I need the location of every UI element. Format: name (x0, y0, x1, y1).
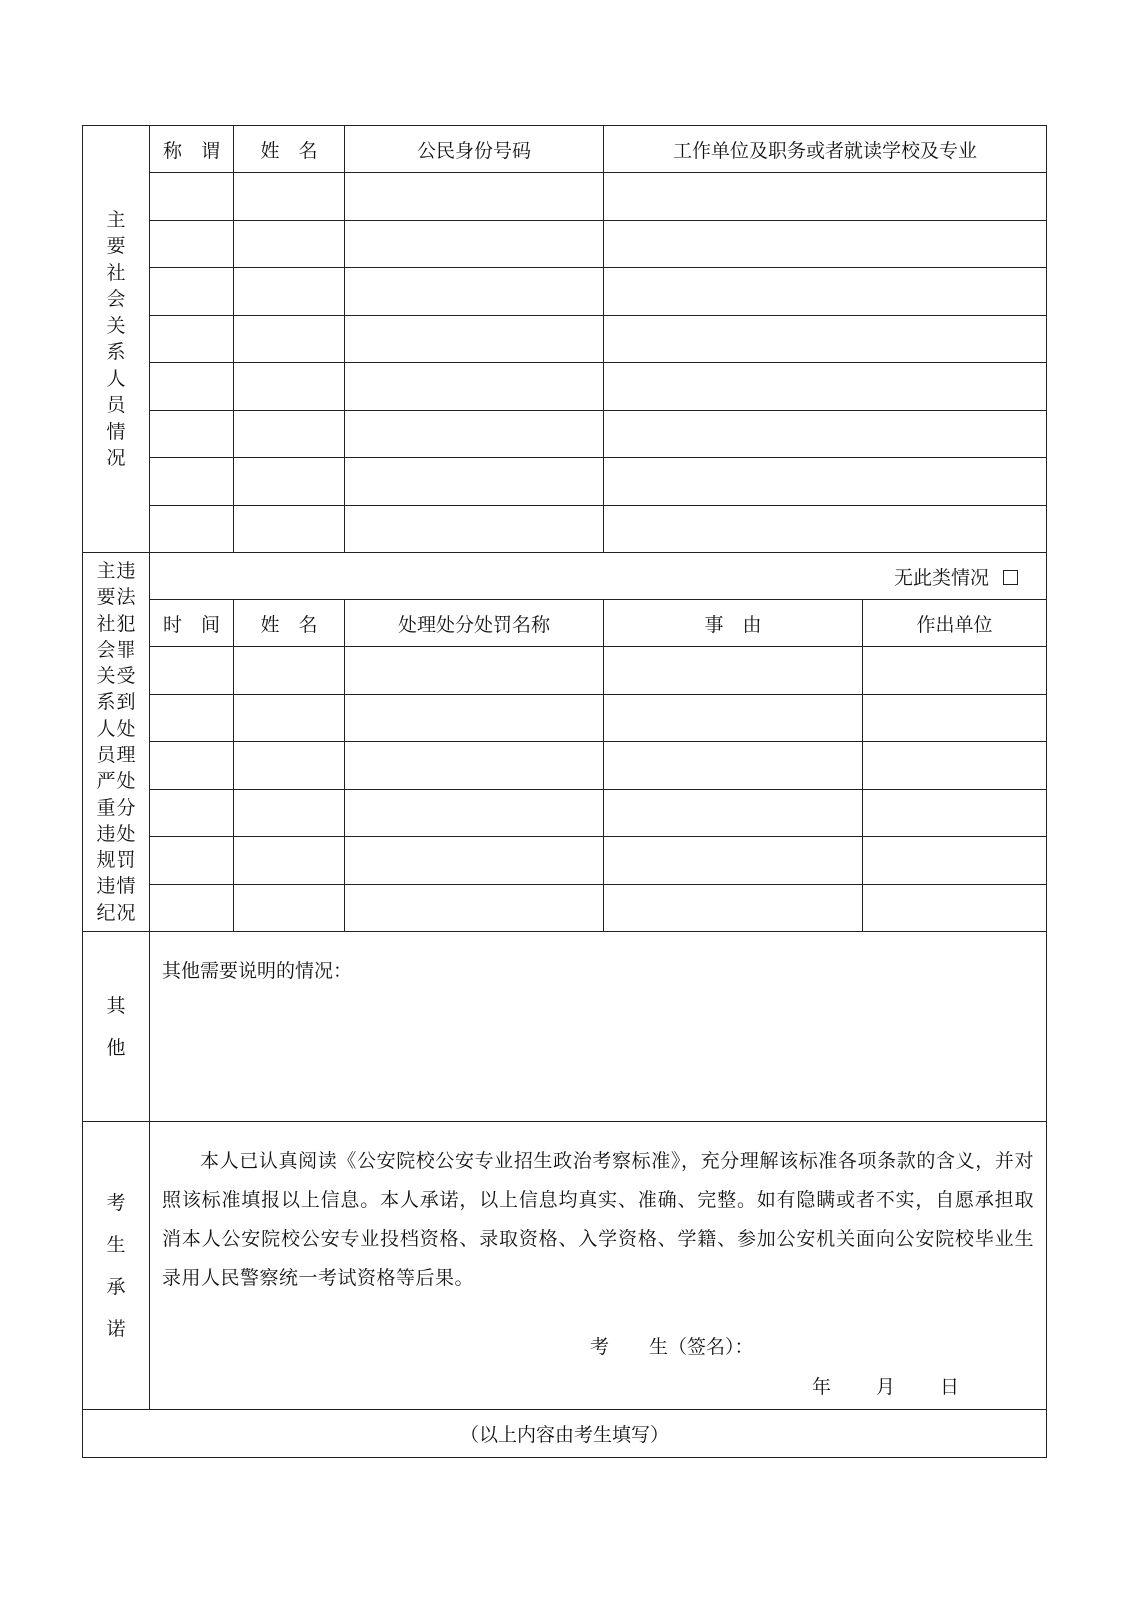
table-cell[interactable] (345, 458, 604, 506)
sign-label-b: 生（签名）： (649, 1336, 754, 1358)
header-time: 时 间 (150, 600, 234, 647)
other-prompt: 其他需要说明的情况： (162, 960, 353, 982)
table-cell[interactable] (150, 410, 234, 458)
table-cell[interactable] (150, 458, 234, 506)
table-cell[interactable] (604, 458, 1047, 506)
pledge-label-char: 承 (106, 1275, 126, 1298)
table-cell[interactable] (604, 505, 1047, 553)
header-issuing-unit: 作出单位 (863, 600, 1047, 647)
table-cell[interactable] (604, 363, 1047, 411)
header-name: 姓 名 (234, 600, 345, 647)
none-checkbox[interactable] (1003, 570, 1018, 585)
table-cell[interactable] (604, 884, 863, 932)
table-cell[interactable] (345, 789, 604, 837)
violations-label-char: 违 (96, 875, 116, 898)
header-work-unit: 工作单位及职务或者就读学校及专业 (604, 126, 1047, 173)
date-line[interactable] (812, 1372, 959, 1399)
table-cell[interactable] (150, 742, 234, 790)
table-cell[interactable] (604, 837, 863, 885)
header-penalty-name: 处理处分处罚名称 (345, 600, 604, 647)
social-label-char: 况 (106, 447, 126, 469)
table-cell[interactable] (234, 268, 345, 316)
sign-label-a: 考 (590, 1336, 610, 1358)
table-cell[interactable] (150, 647, 234, 695)
other-section-label (83, 932, 150, 1122)
other-label-char: 他 (106, 1036, 126, 1059)
table-cell[interactable] (345, 694, 604, 742)
political-review-form-table (82, 125, 1047, 1458)
pledge-row (83, 1122, 1047, 1410)
other-input-area[interactable] (150, 932, 1047, 1122)
violations-header-row (83, 600, 1047, 647)
violations-label-char: 罚 (116, 849, 136, 872)
pledge-label-char: 诺 (106, 1317, 126, 1340)
other-row (83, 932, 1047, 1122)
none-option[interactable] (150, 553, 1047, 600)
table-cell[interactable] (345, 410, 604, 458)
table-cell[interactable] (234, 742, 345, 790)
table-cell[interactable] (345, 173, 604, 221)
violations-label-char: 要 (96, 586, 116, 609)
table-cell[interactable] (345, 220, 604, 268)
violations-data-row (83, 694, 1047, 742)
table-cell[interactable] (604, 220, 1047, 268)
pledge-cell (150, 1122, 1047, 1410)
social-label-char: 主 (106, 208, 126, 231)
violations-label-char: 处 (116, 717, 136, 740)
table-cell[interactable] (150, 694, 234, 742)
table-cell[interactable] (150, 884, 234, 932)
table-cell[interactable] (150, 505, 234, 553)
table-cell[interactable] (345, 363, 604, 411)
table-cell[interactable] (604, 268, 1047, 316)
table-cell[interactable] (604, 789, 863, 837)
violations-label-char: 会 (96, 638, 116, 661)
violations-data-row (83, 837, 1047, 885)
table-cell[interactable] (234, 220, 345, 268)
table-cell[interactable] (604, 647, 863, 695)
social-label-char: 系 (106, 341, 126, 363)
header-reason: 事 由 (604, 600, 863, 647)
violations-data-row (83, 789, 1047, 837)
violations-label-char: 分 (116, 796, 136, 819)
table-cell[interactable] (345, 505, 604, 553)
table-cell[interactable] (234, 837, 345, 885)
violations-label-char: 系 (96, 691, 116, 714)
table-cell[interactable] (604, 410, 1047, 458)
table-cell[interactable] (345, 647, 604, 695)
violations-label-char: 违 (96, 822, 116, 845)
table-cell[interactable] (150, 315, 234, 363)
table-cell[interactable] (863, 884, 1047, 932)
header-title: 称 谓 (150, 126, 234, 173)
violations-label-char: 罪 (116, 638, 136, 661)
table-cell[interactable] (604, 742, 863, 790)
violations-label-char: 法 (116, 586, 136, 609)
violations-section-label (83, 553, 150, 932)
other-label-char: 其 (106, 994, 126, 1017)
table-cell[interactable] (345, 268, 604, 316)
violations-label-char: 违 (116, 559, 136, 582)
social-data-row (83, 410, 1047, 458)
social-data-row (83, 363, 1047, 411)
table-cell[interactable] (234, 315, 345, 363)
violations-none-row (83, 553, 1047, 600)
table-cell[interactable] (604, 173, 1047, 221)
table-cell[interactable] (150, 268, 234, 316)
table-cell[interactable] (863, 837, 1047, 885)
month-label: 月 (876, 1376, 896, 1398)
violations-label-char: 人 (96, 717, 116, 740)
social-data-row (83, 220, 1047, 268)
table-cell[interactable] (234, 458, 345, 506)
social-header-row (83, 126, 1047, 173)
social-data-row (83, 458, 1047, 506)
violations-data-row (83, 647, 1047, 695)
violations-label-char: 员 (96, 744, 116, 766)
violations-label-char: 社 (96, 612, 116, 635)
table-cell[interactable] (150, 173, 234, 221)
violations-label-char: 纪 (96, 901, 116, 924)
social-label-char: 人 (106, 367, 126, 390)
table-cell[interactable] (863, 694, 1047, 742)
violations-data-row (83, 742, 1047, 790)
table-cell[interactable] (234, 647, 345, 695)
social-label-char: 情 (106, 420, 126, 443)
violations-label-char: 规 (96, 849, 116, 872)
year-label: 年 (812, 1376, 832, 1398)
social-data-row (83, 505, 1047, 553)
table-cell[interactable] (604, 315, 1047, 363)
signature-line[interactable] (590, 1332, 754, 1359)
social-data-row (83, 268, 1047, 316)
table-cell[interactable] (234, 410, 345, 458)
table-cell[interactable] (345, 837, 604, 885)
header-id-number: 公民身份号码 (345, 126, 604, 173)
table-cell[interactable] (863, 742, 1047, 790)
table-cell[interactable] (150, 363, 234, 411)
table-cell[interactable] (234, 363, 345, 411)
violations-label-char: 处 (116, 770, 136, 793)
violations-label-char: 情 (116, 875, 136, 898)
violations-label-char: 况 (116, 901, 136, 924)
table-cell[interactable] (234, 173, 345, 221)
footer-note: （以上内容由考生填写） (83, 1410, 1047, 1458)
social-section-label (83, 126, 150, 553)
footer-row (83, 1410, 1047, 1458)
table-cell[interactable] (150, 837, 234, 885)
social-label-char: 社 (106, 261, 126, 284)
pledge-label-char: 生 (106, 1233, 126, 1256)
table-cell[interactable] (234, 789, 345, 837)
pledge-section-label (83, 1122, 150, 1410)
violations-data-row (83, 884, 1047, 932)
social-label-char: 关 (106, 314, 126, 337)
day-label: 日 (940, 1376, 960, 1398)
table-cell[interactable] (345, 742, 604, 790)
table-cell[interactable] (345, 884, 604, 932)
social-label-char: 要 (106, 235, 126, 257)
table-cell[interactable] (604, 694, 863, 742)
table-cell[interactable] (863, 789, 1047, 837)
violations-label-char: 到 (116, 691, 136, 714)
social-data-row (83, 173, 1047, 221)
violations-label-char: 处 (116, 822, 136, 845)
violations-label-char: 重 (96, 796, 116, 819)
violations-label-char: 关 (96, 665, 116, 688)
table-cell[interactable] (234, 505, 345, 553)
table-cell[interactable] (150, 789, 234, 837)
violations-label-char: 犯 (116, 612, 136, 635)
social-label-char: 员 (106, 394, 126, 416)
table-cell[interactable] (345, 315, 604, 363)
header-name: 姓 名 (234, 126, 345, 173)
social-data-row (83, 315, 1047, 363)
table-cell[interactable] (234, 694, 345, 742)
table-cell[interactable] (234, 884, 345, 932)
violations-label-char: 主 (96, 559, 116, 582)
table-cell[interactable] (150, 220, 234, 268)
violations-label-char: 严 (96, 770, 116, 793)
violations-label-char: 理 (116, 744, 136, 766)
table-cell[interactable] (863, 647, 1047, 695)
violations-label-char: 受 (116, 665, 136, 688)
pledge-text: 本人已认真阅读《公安院校公安专业招生政治考察标准》，充分理解该标准各项条款的含义，并对照该标准填报以上信息。本人承诺，以上信息均真实、准确、完整。如有隐瞒或者不实，自愿承担取消本人公安院校公安专业投档资格、录取资格、入学资格、学籍、参加公安机关面向公安院校毕业生录用人民警察统一考试资格等后果。 (162, 1150, 1035, 1289)
pledge-label-char: 考 (106, 1191, 126, 1214)
social-label-char: 会 (106, 288, 126, 310)
none-label: 无此类情况 (894, 566, 990, 589)
